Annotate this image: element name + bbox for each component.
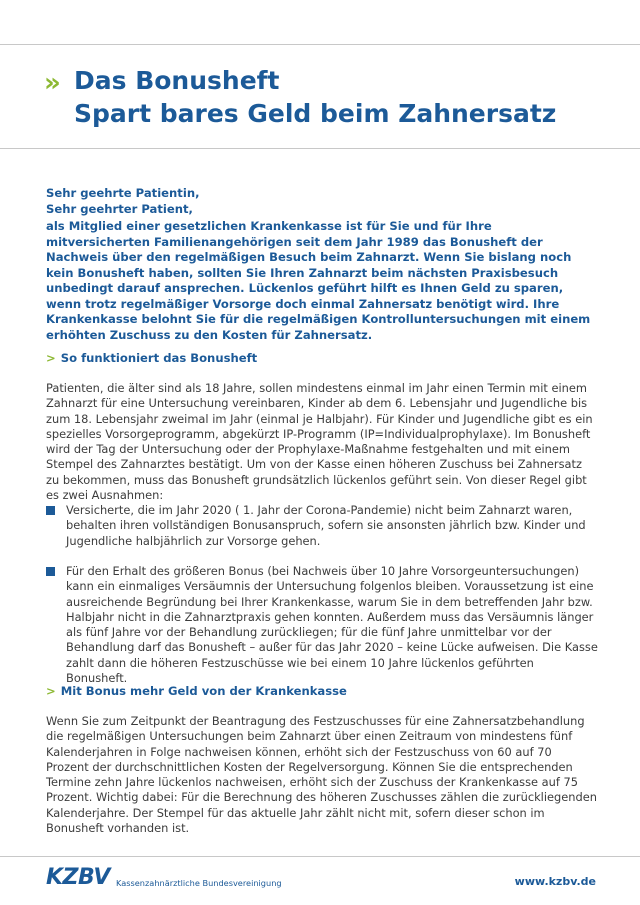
- section-heading-text: Mit Bonus mehr Geld von der Krankenkasse: [60, 684, 347, 698]
- kzbv-logo: KZBV: [46, 865, 110, 890]
- organization-name: Kassenzahnärztliche Bundesvereinigung: [116, 878, 282, 888]
- double-chevron-icon: »: [44, 68, 57, 98]
- top-divider: [0, 44, 640, 45]
- greeting-line-2: Sehr geehrter Patient,: [46, 201, 193, 216]
- section-heading-how-it-works: [46, 351, 257, 366]
- section-heading-text: So funktioniert das Bonusheft: [60, 351, 258, 365]
- header-divider: [0, 148, 640, 149]
- list-item: [46, 564, 598, 686]
- footer-divider: [0, 856, 640, 857]
- page-title: [74, 64, 556, 130]
- section-paragraph: Wenn Sie zum Zeitpunkt der Beantragung des Festzuschusses für eine Zahnersatzbehandlung die regelmäßigen Untersuchungen beim Zahnarzt über einen Zeitraum von mindestens fünf Kalenderjahren in Folge nachweisen können, erhöht sich der Festzuschuss von 60 auf 70 Prozent der durchschnittlichen Kosten der Regelversorgung. Können Sie die entsprechenden Termine zehn Jahre lückenlos nachweisen, erhöht sich der Zuschuss der Krankenkasse auf 75 Prozent. Wichtig dabei: Für die Berechnung des höheren Zuschusses zählen die zurückliegenden Kalenderjahre. Der Stempel für das aktuelle Jahr zählt nicht mit, sofern dieser schon im Bonusheft vorhanden ist.: [46, 714, 597, 836]
- greeting-line-1: Sehr geehrte Patientin,: [46, 186, 200, 200]
- chevron-right-icon: >: [46, 684, 56, 698]
- list-item: [46, 503, 598, 549]
- list-item-text: Versicherte, die im Jahr 2020 ( 1. Jahr der Corona-Pandemie) nicht beim Zahnarzt waren, behalten ihren vollständigen Bonusanspruch, sofern sie ansonsten jährlich bzw. Kinder und Jugendliche halbjährlich zur Vorsorge gehen.: [66, 503, 586, 548]
- greeting: [46, 186, 598, 217]
- section-heading-bonus: [46, 684, 347, 699]
- section-paragraph: Patienten, die älter sind als 18 Jahre, sollen mindestens einmal im Jahr einen Termin mit einem Zahnarzt für eine Untersuchung vereinbaren, Kinder ab dem 6. Lebensjahr und Jugendliche bis zum 18. Lebensjahr zweimal im Jahr (einmal je Halbjahr). Für Kinder und Jugendliche gibt es ein spezielles Vorsorgeprogramm, abgekürzt IP-Programm (IP=Individualprophylaxe). Im Bonusheft wird der Tag der Untersuchung oder der Prophylaxe-Maßnahme festgehalten und mit einem Stempel des Zahnarztes bestätigt. Um von der Kasse einen höheren Zuschuss bei Zahnersatz zu bekommen, muss das Bonusheft grundsätzlich lückenlos geführt sein. Von dieser Regel gibt es zwei Ausnahmen:: [46, 381, 593, 503]
- title-line-2: Spart bares Geld beim Zahnersatz: [74, 99, 557, 128]
- title-line-1: Das Bonusheft: [74, 66, 280, 95]
- list-item-text: Für den Erhalt des größeren Bonus (bei Nachweis über 10 Jahre Vorsorgeuntersuchungen) kann ein einmaliges Versäumnis der Untersuchung folgenlos bleiben. Voraussetzung ist eine ausreichende Begründung bei Ihrer Krankenkasse, warum Sie in dem betreffenden Jahr bzw. Halbjahr nicht in die Zahnarztpraxis gehen konnten. Außerdem muss das Versäumnis länger als fünf Jahre vor der Behandlung zurückliegen; für die fünf Jahre unmittelbar vor der Behandlung darf das Bonusheft – außer für das Jahr 2020 – keine Lücke aufweisen. Die Kasse zahlt dann die höheren Festzuschüsse wie bei einem 10 Jahre lückenlos geführten Bonusheft.: [66, 564, 598, 686]
- square-bullet-icon: [46, 567, 55, 576]
- chevron-right-icon: >: [46, 351, 56, 365]
- square-bullet-icon: [46, 506, 55, 515]
- website-link[interactable]: www.kzbv.de: [514, 875, 596, 888]
- intro-paragraph: als Mitglied einer gesetzlichen Krankenkasse ist für Sie und für Ihre mitversicherten Familienangehörigen seit dem Jahr 1989 das Bonusheft der Nachweis über den regelmäßigen Besuch beim Zahnarzt. Wenn Sie bislang noch kein Bonusheft haben, sollten Sie Ihren Zahnarzt beim nächsten Praxisbesuch unbedingt darauf ansprechen. Lückenlos geführt hilft es Ihnen Geld zu sparen, wenn trotz regelmäßiger Vorsorge doch einmal Zahnersatz benötigt wird. Ihre Krankenkasse belohnt Sie für die regelmäßigen Kontrolluntersuchungen mit einem erhöhten Zuschuss zu den Kosten für Zahnersatz.: [46, 219, 591, 342]
